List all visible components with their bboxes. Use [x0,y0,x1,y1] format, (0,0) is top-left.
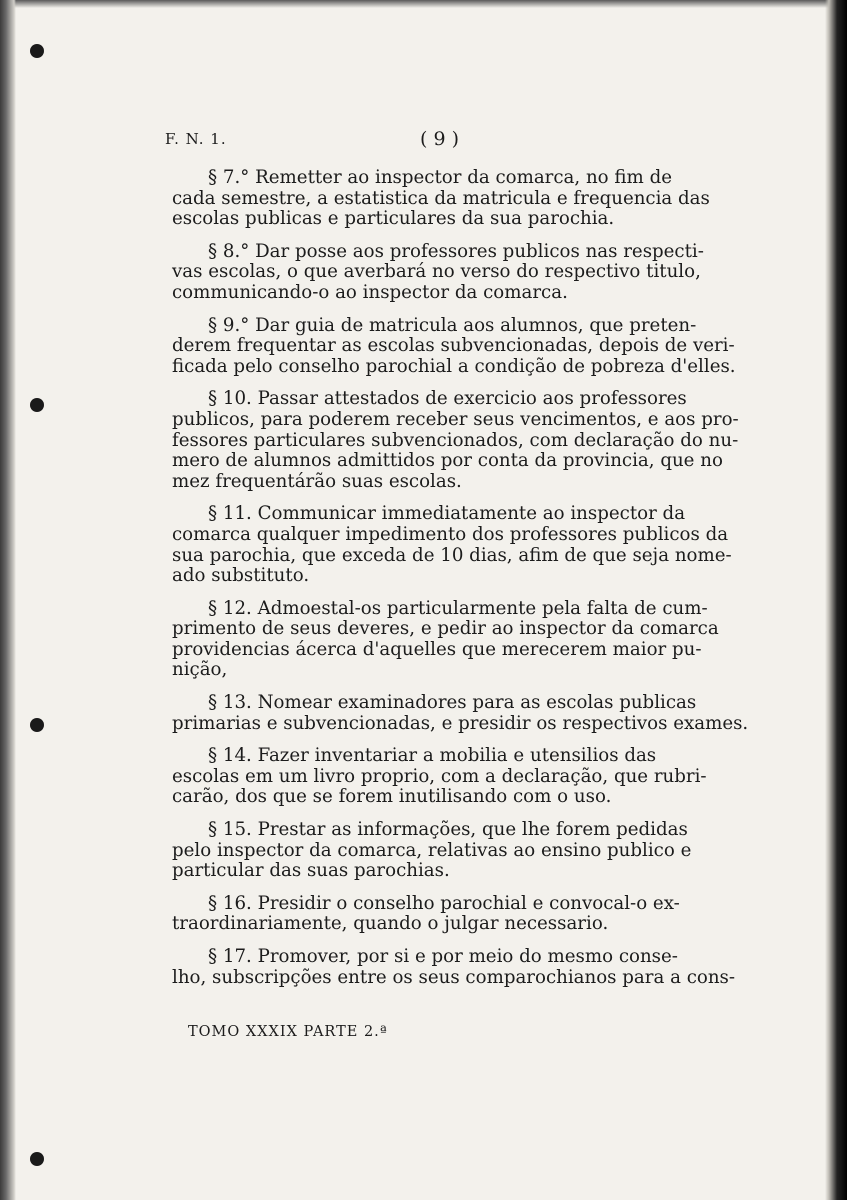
page-edge-top [0,0,847,8]
paragraph-section-13: § 13. Nomear examinadores para as escolas publicas primarias e subvencionadas, e presidir os respectivos exames. [172,692,749,734]
page-header [165,128,745,152]
paragraph-section-16: § 16. Presidir o conselho parochial e convocal-o ex- traordinariamente, quando o julgar necessario. [172,892,680,935]
binding-hole [30,44,44,58]
volume-footer: TOMO XXXIX PARTE 2.ª [188,1024,388,1040]
page-edge-right [825,0,847,1200]
paragraph-section-17: § 17. Promover, por si e por meio do mesmo conse- lho, subscripções entre os seus comparochianos para a cons- [172,946,736,988]
paragraph-section-10: § 10. Passar attestados de exercicio aos professores publicos, para poderem receber seus vencimentos, e aos pro- fessores particulares subvencionados, com declaração do nu- mero de alumnos admittidos por conta da provincia, que no mez frequentárão suas escolas. [172,388,739,492]
document-body [172,168,750,1000]
printer-signature: F. N. 1. [165,130,227,148]
paragraph-section-15: § 15. Prestar as informações, que lhe forem pedidas pelo inspector da comarca, relativas ao ensino publico e particular das suas parochias. [172,819,692,882]
paragraph-section-14: § 14. Fazer inventariar a mobilia e utensilios das escolas em um livro proprio, com a declaração, que rubri- carão, dos que se forem inutilisando com o uso. [172,745,707,808]
binding-hole [30,718,44,732]
paragraph-section-8: § 8.° Dar posse aos professores publicos nas respecti- vas escolas, o que averbará no verso do respectivo titulo, communicando-o ao inspector da comarca. [172,240,704,303]
page-edge-left [0,0,16,1200]
page-number: ( 9 ) [420,128,459,150]
paragraph-section-11: § 11. Communicar immediatamente ao inspector da comarca qualquer impedimento dos professores publicos da sua parochia, que exceda de 10 dias, afim de que seja nome- ado substituto. [172,503,732,587]
paragraph-section-7: § 7.° Remetter ao inspector da comarca, no fim de cada semestre, a estatistica da matricula e frequencia das escolas publicas e particulares da sua parochia. [172,167,710,230]
paragraph-section-9: § 9.° Dar guia de matricula aos alumnos, que preten- derem frequentar as escolas subvencionadas, depois de veri- ficada pelo conselho parochial a condição de pobreza d'elles. [172,314,736,377]
binding-hole [30,1152,44,1166]
binding-hole [30,398,44,412]
paragraph-section-12: § 12. Admoestal-os particularmente pela falta de cum- primento de seus deveres, e pedir ao inspector da comarca providencias ácerca d'aquelles que merecerem maior pu- nição, [172,597,719,681]
